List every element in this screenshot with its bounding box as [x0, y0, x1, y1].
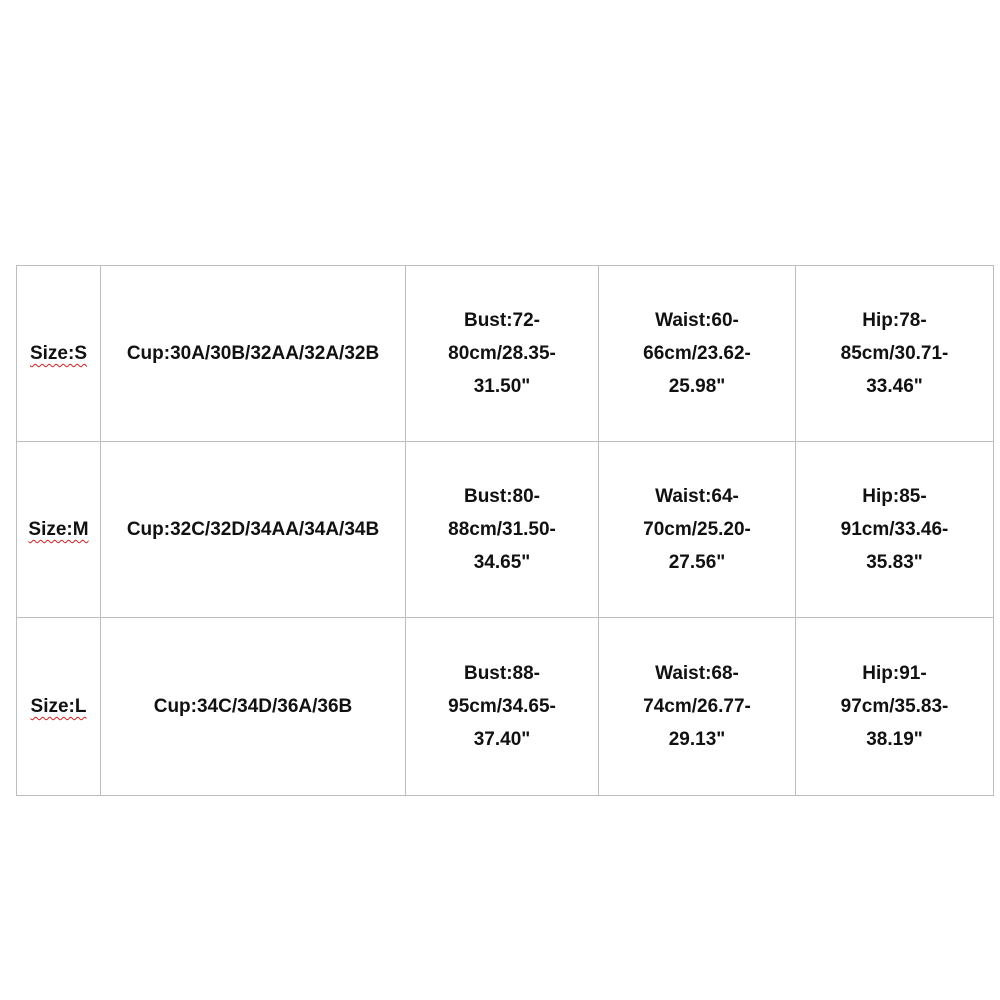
- size-cell: [17, 442, 101, 618]
- bust-line: 37.40": [473, 729, 531, 750]
- size-row-s: [17, 266, 994, 442]
- bust-cell: [406, 618, 599, 796]
- size-cell: [17, 618, 101, 796]
- hip-line: 35.83": [866, 552, 923, 573]
- waist-line: 70cm/25.20-: [643, 519, 751, 540]
- bust-line: 34.65": [473, 552, 531, 573]
- size-label: Size:L: [30, 696, 87, 717]
- waist-line: Waist:64-: [655, 486, 739, 507]
- waist-line: Waist:60-: [655, 310, 739, 331]
- bust-line: Bust:88-: [463, 663, 540, 684]
- waist-line: 29.13": [668, 729, 726, 750]
- bust-line: Bust:72-: [463, 310, 540, 331]
- hip-line: 85cm/30.71-: [840, 343, 949, 364]
- hip-line: 33.46": [866, 376, 923, 397]
- waist-cell: [599, 618, 796, 796]
- waist-line: 25.98": [668, 376, 726, 397]
- hip-line: Hip:78-: [862, 310, 927, 331]
- hip-cell: [796, 618, 994, 796]
- hip-cell: [796, 442, 994, 618]
- hip-line: Hip:85-: [862, 486, 927, 507]
- waist-line: Waist:68-: [655, 663, 739, 684]
- size-row-l: [17, 618, 994, 796]
- bust-line: 95cm/34.65-: [448, 696, 556, 717]
- waist-cell: [599, 442, 796, 618]
- bust-line: 31.50": [473, 376, 531, 397]
- bust-line: 88cm/31.50-: [448, 519, 556, 540]
- size-label: Size:S: [29, 343, 88, 364]
- waist-line: 27.56": [668, 552, 726, 573]
- size-label: Size:M: [28, 519, 89, 540]
- hip-cell: [796, 266, 994, 442]
- bust-line: Bust:80-: [463, 486, 540, 507]
- hip-line: Hip:91-: [862, 663, 927, 684]
- size-cell: [17, 266, 101, 442]
- cup-cell: Cup:30A/30B/32AA/32A/32B: [101, 266, 406, 442]
- bust-cell: [406, 266, 599, 442]
- size-chart-table: [16, 265, 994, 796]
- waist-cell: [599, 266, 796, 442]
- cup-cell: Cup:32C/32D/34AA/34A/34B: [101, 442, 406, 618]
- bust-line: 80cm/28.35-: [448, 343, 556, 364]
- bust-cell: [406, 442, 599, 618]
- hip-line: 91cm/33.46-: [840, 519, 949, 540]
- waist-line: 66cm/23.62-: [643, 343, 751, 364]
- waist-line: 74cm/26.77-: [643, 696, 751, 717]
- cup-cell: Cup:34C/34D/36A/36B: [101, 618, 406, 796]
- hip-line: 38.19": [866, 729, 923, 750]
- hip-line: 97cm/35.83-: [840, 696, 949, 717]
- size-row-m: [17, 442, 994, 618]
